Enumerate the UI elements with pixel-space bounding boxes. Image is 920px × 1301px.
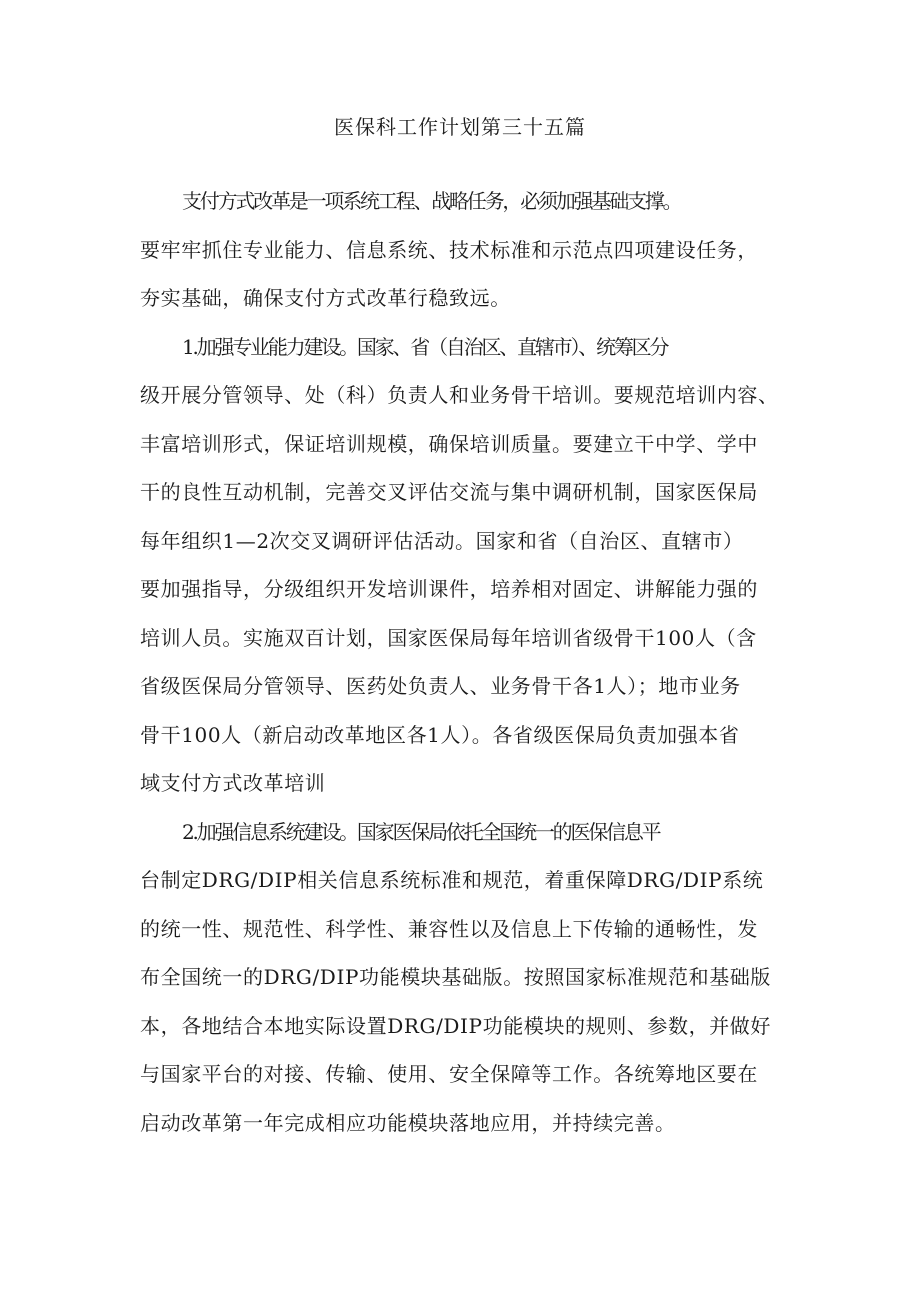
- text-line: 省级医保局分管领导、医药处负责人、业务骨干各1人）；地市业务: [140, 674, 741, 698]
- text-line: 与国家平台的对接、传输、使用、安全保障等工作。各统筹地区要在: [140, 1062, 758, 1086]
- text-line: 培训人员。实施双百计划，国家医保局每年培训省级骨干100人（含: [140, 625, 757, 650]
- text-line: 的统一性、规范性、科学性、兼容性以及信息上下传输的通畅性，发: [140, 916, 758, 941]
- text-line: 2.加强信息系统建设。国家医保局依托全国统一的医保信息平: [182, 819, 660, 844]
- text-line: 1.加强专业能力建设。国家、省（自治区、直辖市）、统筹区分: [182, 334, 668, 359]
- document-title: 医保科工作计划第三十五篇: [334, 115, 586, 139]
- text-line: 夯实基础，确保支付方式改革行稳致远。: [140, 286, 511, 310]
- text-line: 支付方式改革是一项系统工程、战略任务，必须加强基础支撑。: [182, 189, 681, 213]
- text-line: 本，各地结合本地实际设置DRG/DIP功能模块的规则、参数，并做好: [140, 1013, 772, 1038]
- text-line: 启动改革第一年完成相应功能模块落地应用，并持续完善。: [140, 1110, 676, 1135]
- text-line: 要牢牢抓住专业能力、信息系统、技术标准和示范点四项建设任务，: [140, 237, 758, 262]
- text-line: 每年组织1—2次交叉调研评估活动。国家和省（自治区、直辖市）: [140, 528, 744, 553]
- text-line: 布全国统一的DRG/DIP功能模块基础版。按照国家标准规范和基础版: [140, 965, 772, 989]
- text-line: 骨干100人（新启动改革地区各1人）。各省级医保局负责加强本省: [140, 722, 740, 747]
- text-line: 台制定DRG/DIP相关信息系统标准和规范，着重保障DRG/DIP系统: [140, 868, 764, 892]
- text-line: 丰富培训形式，保证培训规模，确保培训质量。要建立干中学、学中: [140, 431, 758, 456]
- document-body: [140, 177, 788, 1147]
- text-line: 干的良性互动机制，完善交叉评估交流与集中调研机制，国家医保局: [140, 480, 758, 504]
- text-line: 要加强指导，分级组织开发培训课件，培养相对固定、讲解能力强的: [140, 577, 758, 601]
- text-line: 域支付方式改革培训: [140, 771, 326, 795]
- text-line: 级开展分管领导、处（科）负责人和业务骨干培训。要规范培训内容、: [140, 383, 779, 407]
